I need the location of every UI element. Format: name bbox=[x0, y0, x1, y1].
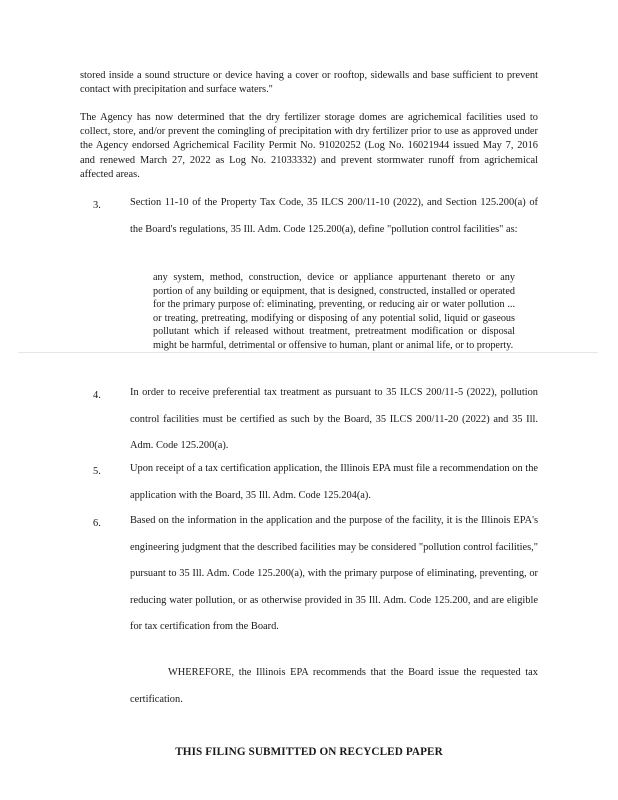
item-3-number: 3. bbox=[93, 200, 101, 211]
item-6-number: 6. bbox=[93, 518, 101, 529]
agency-determination-paragraph: The Agency has now determined that the dry fertilizer storage domes are agrichemical facilities used to collect, store, and/or prevent the comingling of precipitation with dry fertilizer prior to use as approved under the Agency endorsed Agrichemical Facility Permit No. 91020252 (Log No. 16021944 issued May 7, 2016 and renewed March 27, 2022 as Log No. 21033332) and prevent stormwater runoff from agrichemical affected areas. bbox=[80, 112, 538, 180]
item-5-number: 5. bbox=[93, 466, 101, 477]
item-4-number: 4. bbox=[93, 390, 101, 401]
pollution-control-definition-quote: any system, method, construction, device or appliance appurtenant thereto or any portion of any building or equipment, that is designed, constructed, installed or operated for the primary purpose of: eliminating, preventing, or reducing air or water pollution ... or treating, pretreating, modifying or disposing of any potential solid, liquid or gaseous pollutant which if released without treatment, pretreatment modification or disposal might be harmful, detrimental or offensive to human, plant or animal life, or to property. bbox=[153, 272, 515, 351]
item-5-text: Upon receipt of a tax certification application, the Illinois EPA must file a recommendation on the application with the Board, 35 Ill. Adm. Code 125.204(a). bbox=[130, 463, 538, 501]
scan-divider bbox=[18, 352, 598, 353]
item-6-text: Based on the information in the application and the purpose of the facility, it is the Illinois EPA's engineering judgment that the described facilities may be considered "pollution control facilities," pursuant to 35 Ill. Adm. Code 125.200(a), with the primary purpose of eliminating, preventing, or reducing water pollution, or as otherwise provided in 35 Ill. Adm. Code 125.200, and are eligible for tax certification from the Board. bbox=[130, 515, 538, 632]
item-3-text: Section 11-10 of the Property Tax Code, 35 ILCS 200/11-10 (2022), and Section 125.200(a) of the Board's regulations, 35 Ill. Adm. Code 125.200(a), define "pollution control facilities" as: bbox=[130, 197, 538, 235]
item-4-text: In order to receive preferential tax treatment as pursuant to 35 ILCS 200/11-5 (2022), pollution control facilities must be certified as such by the Board, 35 ILCS 200/11-20 (2022) and 35 Ill. Adm. Code 125.200(a). bbox=[130, 387, 538, 451]
recycled-paper-footer: THIS FILING SUBMITTED ON RECYCLED PAPER bbox=[175, 746, 443, 758]
wherefore-paragraph: WHEREFORE, the Illinois EPA recommends that the Board issue the requested tax certification. bbox=[130, 667, 538, 705]
continued-quote-text: stored inside a sound structure or device having a cover or rooftop, sidewalls and base sufficient to prevent contact with precipitation and surface waters." bbox=[80, 70, 538, 96]
